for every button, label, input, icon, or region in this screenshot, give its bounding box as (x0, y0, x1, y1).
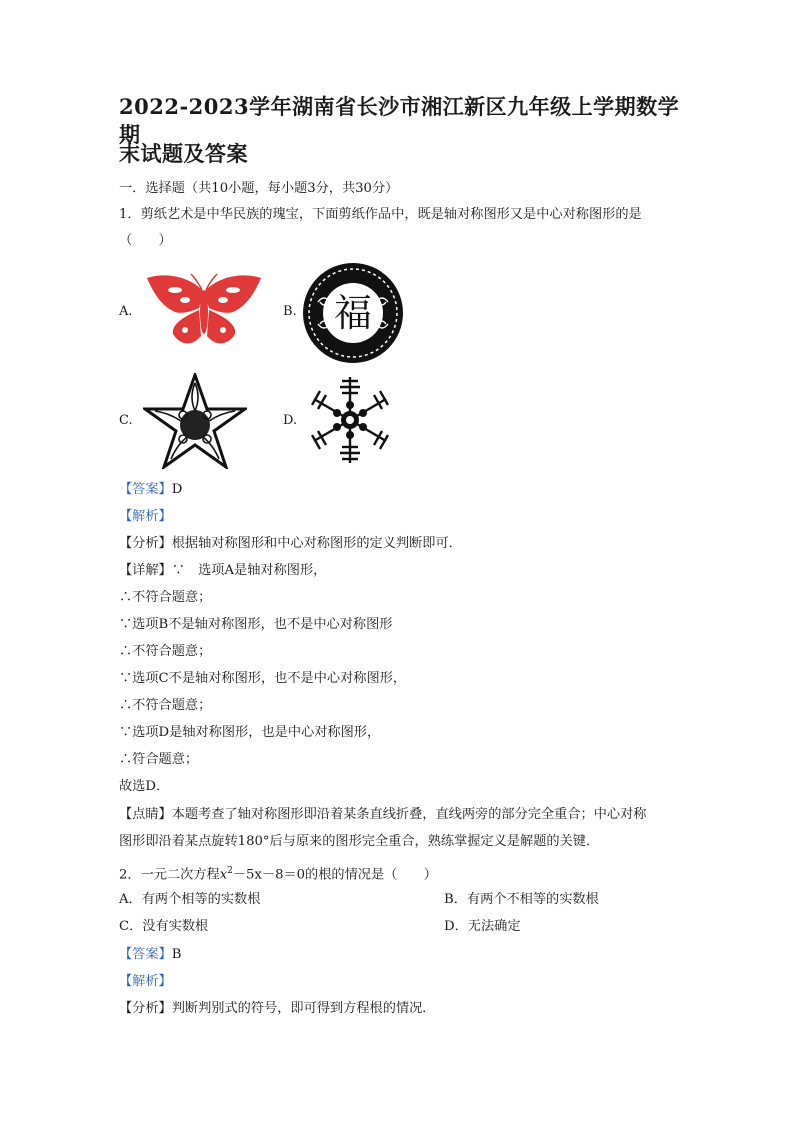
step-text: ∵ 选项A是轴对称图形， (171, 563, 327, 578)
q1-answer (119, 481, 182, 499)
q1-step: ∵选项C不是轴对称图形，也不是中心对称图形， (119, 671, 407, 686)
q2-analysis-tag: 【解析】 (119, 974, 172, 989)
q1-dianjing (119, 806, 647, 824)
q1-option-b-label: B. (283, 304, 297, 319)
q1-fenxi (119, 535, 462, 553)
q1-stem-bracket: （ ） (119, 233, 172, 248)
page-title-line1: 2022-2023学年湖南省长沙市湘江新区九年级上学期数学期 (119, 94, 680, 147)
section-heading: 一．选择题（共10小题，每小题3分，共30分） (119, 181, 399, 196)
q1-option-a-label: A. (119, 304, 133, 319)
xiangjie-tag: 【详解】 (119, 563, 172, 578)
q2-option-d: D．无法确定 (444, 919, 521, 934)
equation-rest: －5x－8＝0 (232, 867, 306, 883)
q2-option-a: A．有两个相等的实数根 (119, 892, 261, 907)
answer-tag: 【答案】 (119, 947, 172, 962)
q1-option-c-label: C. (119, 413, 133, 428)
q1-step: 故选D． (119, 779, 170, 794)
fu-character-papercut-icon (302, 262, 404, 364)
page-title-line2: 末试题及答案 (119, 141, 248, 166)
equation-x: x (219, 867, 228, 883)
answer-tag: 【答案】 (119, 482, 172, 497)
fenxi-text: 判断判别式的符号，即可得到方程根的情况． (171, 1001, 436, 1016)
fenxi-text: 根据轴对称图形和中心对称图形的定义判断即可． (171, 536, 462, 551)
fu-character-text: 福 (333, 291, 373, 335)
q1-step: ∴不符合题意； (119, 590, 212, 605)
q2-stem (119, 862, 437, 884)
equation-exponent: 2 (227, 866, 233, 876)
butterfly-papercut-icon (145, 272, 263, 350)
snowflake-papercut-icon (308, 375, 392, 465)
q1-analysis-tag: 【解析】 (119, 509, 172, 524)
q1-step: ∴符合题意； (119, 752, 199, 767)
fenxi-tag: 【分析】 (119, 1001, 172, 1016)
answer-value: B (171, 947, 182, 962)
q2-stem-suffix: 的根的情况是（ ） (305, 867, 437, 883)
q1-stem: 1．剪纸艺术是中华民族的瑰宝，下面剪纸作品中，既是轴对称图形又是中心对称图形的是 (119, 207, 642, 222)
q1-step: ∴不符合题意； (119, 644, 212, 659)
q1-xiangjie (119, 562, 326, 580)
q1-option-d-label: D. (283, 413, 298, 428)
q2-fenxi (119, 1000, 436, 1018)
q2-option-b: B．有两个不相等的实数根 (444, 892, 599, 907)
star-papercut-icon (143, 373, 247, 469)
answer-value: D (171, 482, 183, 497)
dianjing-text: 本题考查了轴对称图形即沿着某条直线折叠，直线两旁的部分完全重合；中心对称 (171, 807, 647, 822)
q2-answer (119, 946, 181, 964)
fenxi-tag: 【分析】 (119, 536, 172, 551)
q1-dianjing-cont: 图形即沿着某点旋转180°后与原来的图形完全重合，熟练掌握定义是解题的关键． (119, 834, 600, 849)
q1-step: ∴不符合题意； (119, 698, 212, 713)
dianjing-tag: 【点睛】 (119, 807, 172, 822)
q2-stem-prefix: 2．一元二次方程 (119, 867, 220, 883)
q1-step: ∵选项B不是轴对称图形，也不是中心对称图形 (119, 617, 393, 632)
q2-option-c: C．没有实数根 (119, 919, 209, 934)
q1-step: ∵选项D是轴对称图形，也是中心对称图形， (119, 725, 381, 740)
